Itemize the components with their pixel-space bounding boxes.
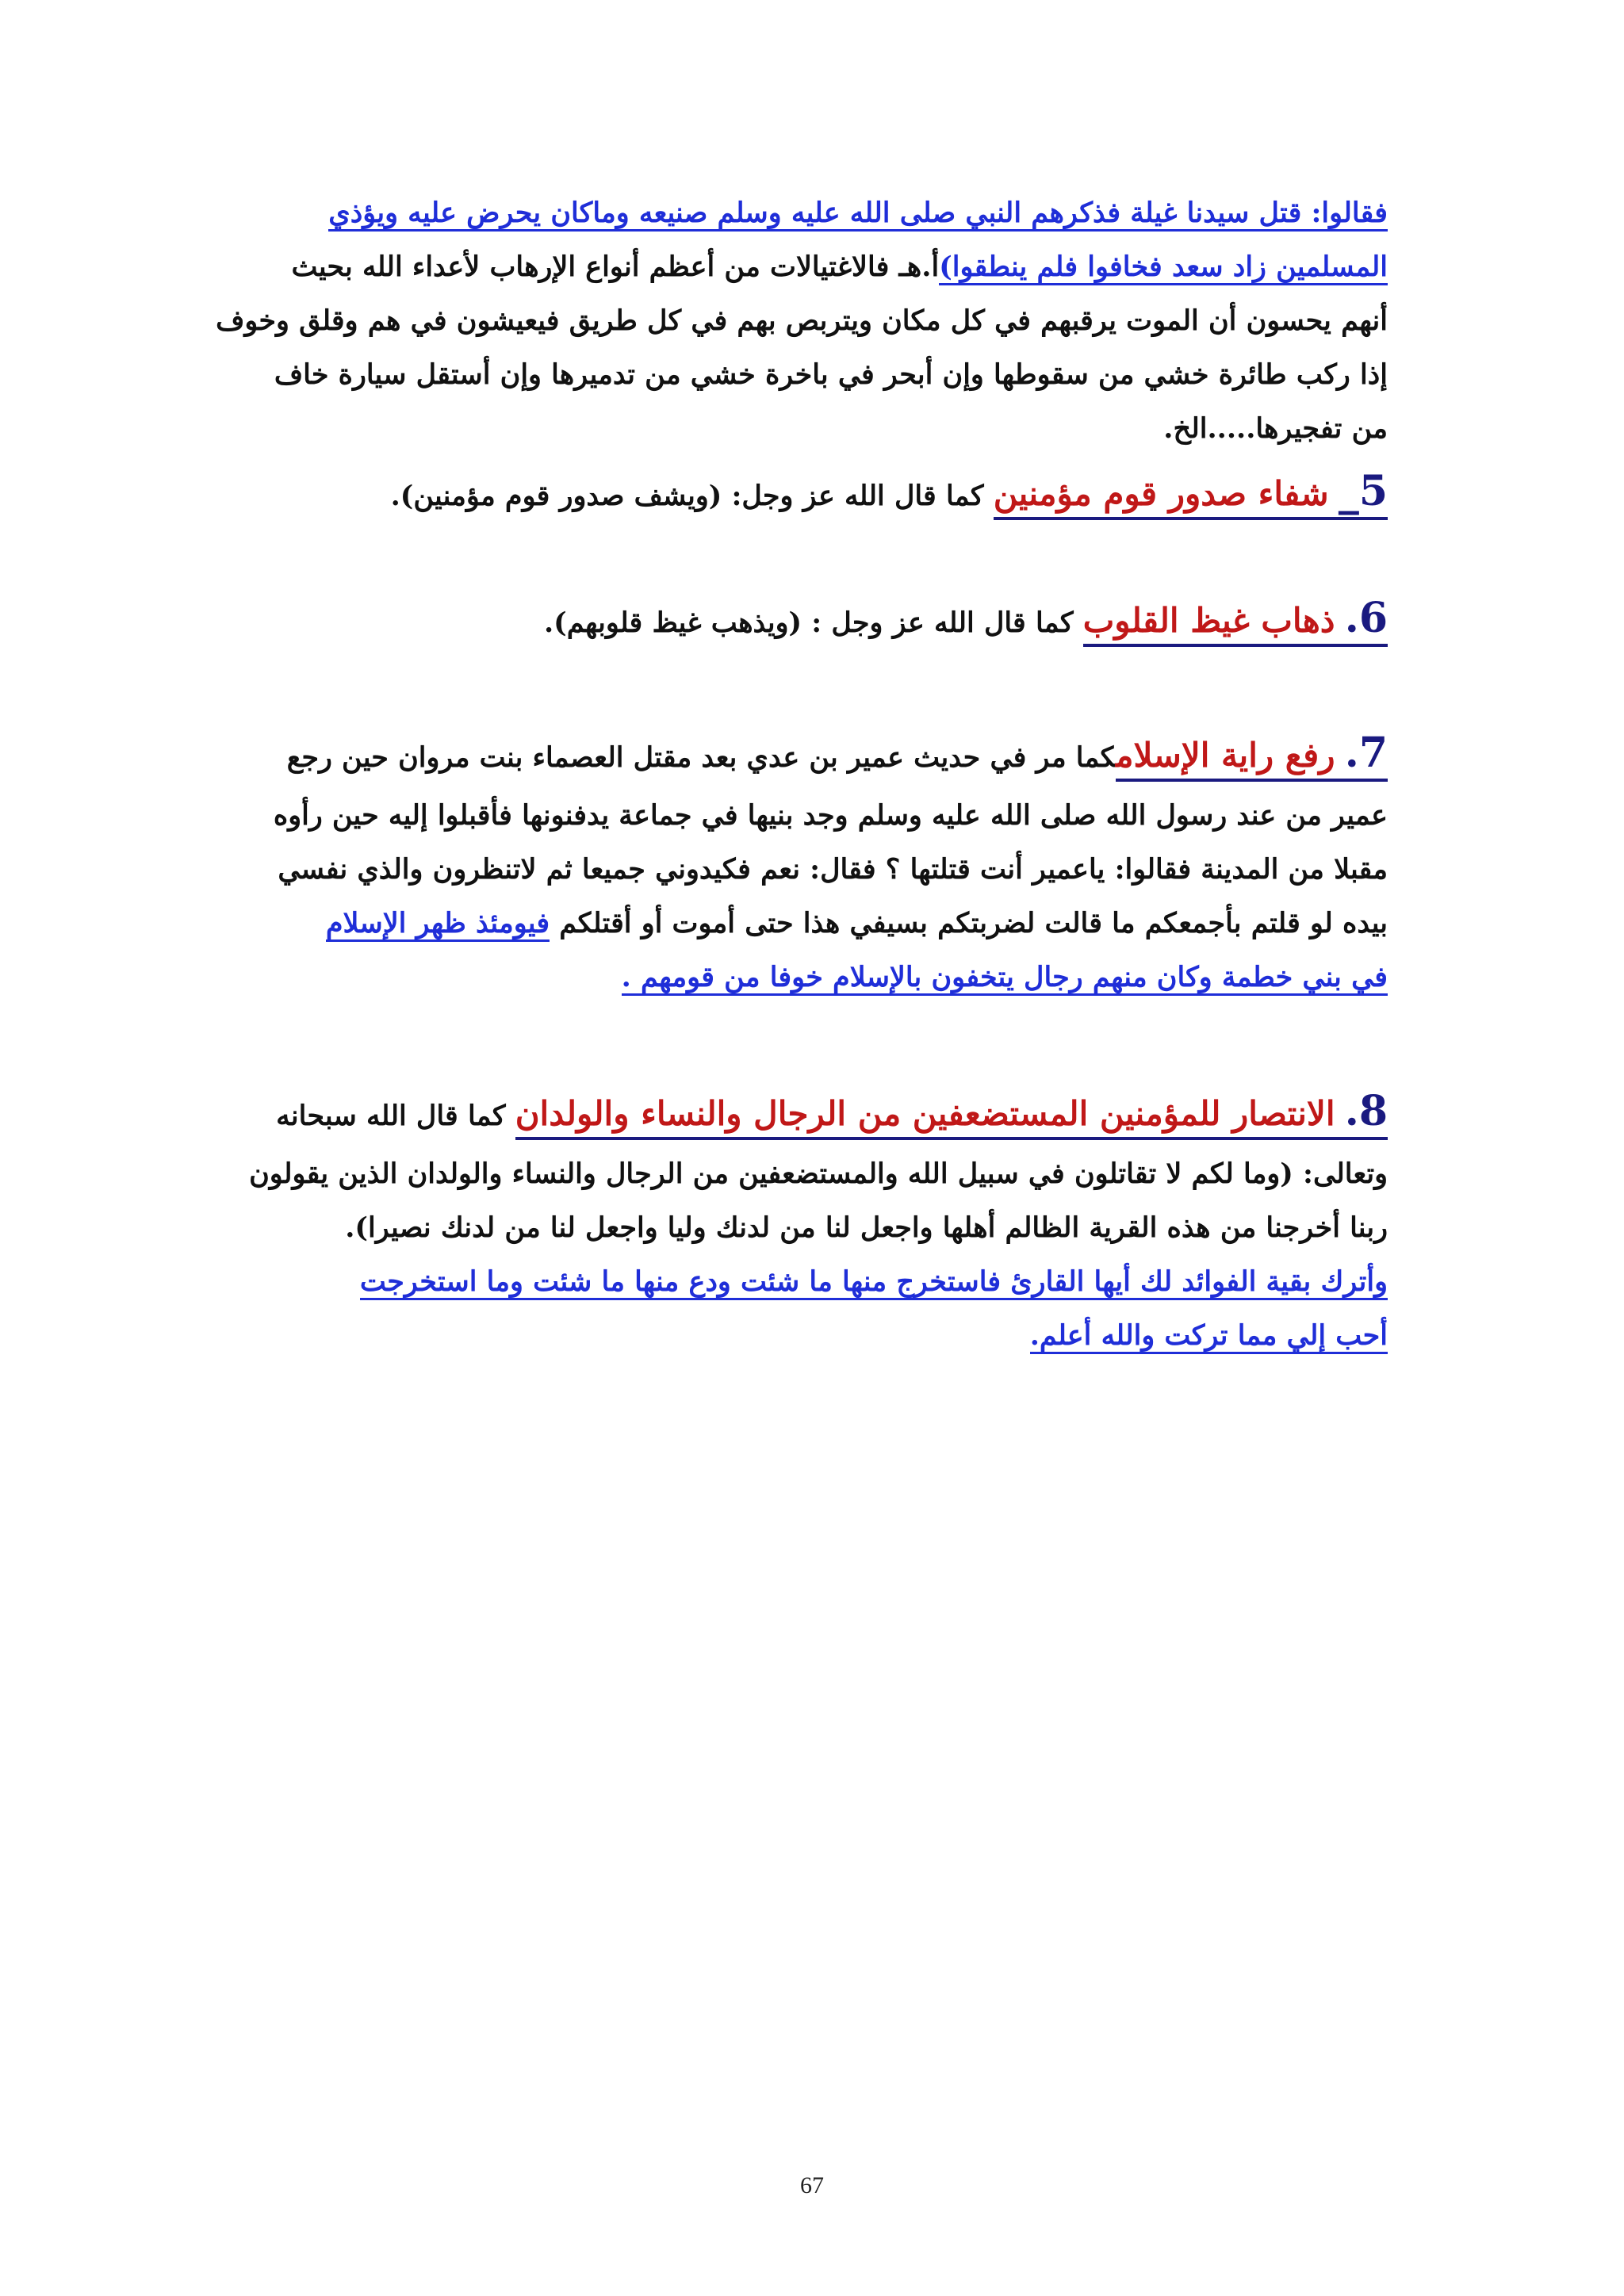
item-8-heading [515, 1087, 1388, 1140]
item-7-heading [1116, 729, 1388, 782]
text-line-4: إذا ركب طائرة خشي من سقوطها وإن أبحر في باخرة خشي من تدميرها وإن أستقل سيارة خاف [274, 358, 1388, 391]
item-7-number: 7. [1344, 729, 1388, 777]
item-8-title: الانتصار للمؤمنين المستضعفين من الرجال والنساء والولدان [515, 1094, 1335, 1133]
quote-line-2: المسلمين زاد سعد فخافوا فلم ينطقوا) [939, 251, 1388, 285]
item-8-line-1: كما قال الله سبحانه [276, 1100, 506, 1132]
item-7-line-3: مقبلا من المدينة فقالوا: ياعمير أنت قتلتها ؟ فقال: نعم فكيدوني جميعا ثم لاتنظرون والذي نفسي [278, 853, 1388, 886]
item-5-heading [993, 467, 1388, 520]
paragraph-1 [216, 186, 1388, 456]
text-line-5: من تفجيرها.....الخ. [1163, 412, 1388, 445]
item-7-line-4: بيده لو قلتم بأجمعكم ما قالت لضربتكم بسيفي هذا حتى أموت أو أقتلكم [559, 907, 1388, 939]
item-7-line-4-highlight: فيومئذ ظهر الإسلام [326, 907, 550, 942]
item-8-line-4-highlight: وأترك بقية الفوائد لك أيها القارئ فاستخرج منها ما شئت ودع منها ما شئت وما استخرجت [360, 1265, 1388, 1300]
item-7-title: رفع راية الإسلام [1116, 736, 1335, 775]
item-8-line-3: ربنا أخرجنا من هذه القرية الظالم أهلها واجعل لنا من لدنك وليا واجعل لنا من لدنك نصيرا). [345, 1211, 1388, 1244]
item-5 [262, 456, 1388, 527]
item-7 [262, 718, 1388, 1004]
item-7-line-2: عمير من عند رسول الله صلى الله عليه وسلم وجد بنيها في جماعة يدفنونها فأقبلوا إليه حين رأوه [273, 799, 1388, 832]
item-6-title: ذهاب غيظ القلوب [1082, 601, 1335, 640]
text-line-2: أ.هـ فالاغتيالات من أعظم أنواع الإرهاب لأعداء الله بحيث [291, 251, 940, 283]
item-7-line-1: كما مر في حديث عمير بن عدي بعد مقتل العصماء بنت مروان حين رجع [286, 741, 1116, 774]
item-8-line-5-highlight: أحب إلي مما تركت والله أعلم. [1030, 1319, 1388, 1354]
quote-line-1: فقالوا: قتل سيدنا غيلة فذكرهم النبي صلى الله عليه وسلم صنيعه وماكان يحرض عليه ويؤذي [328, 197, 1388, 232]
text-line-3: أنهم يحسون أن الموت يرقبهم في كل مكان ويتربص بهم في كل طريق فيعيشون في هم وقلق وخوف [216, 304, 1388, 337]
page-body [216, 186, 1388, 1363]
page-number: 67 [800, 2172, 824, 2198]
item-8 [249, 1076, 1388, 1363]
item-8-number: 8. [1344, 1087, 1388, 1135]
item-5-text: كما قال الله عز وجل: (ويشف صدور قوم مؤمنين). [390, 480, 984, 512]
item-8-line-2: وتعالى: (وما لكم لا تقاتلون في سبيل الله والمستضعفين من الرجال والنساء والولدان الذين يقولون [249, 1158, 1388, 1190]
item-5-title: شفاء صدور قوم مؤمنين [993, 474, 1329, 513]
item-5-number: 5_ [1338, 467, 1388, 515]
item-6-heading [1082, 594, 1388, 647]
item-7-line-5-highlight: في بني خطمة وكان منهم رجال يتخفون بالإسلام خوفا من قومهم . [622, 961, 1388, 996]
item-6-number: 6. [1344, 594, 1388, 642]
item-6 [262, 583, 1388, 654]
item-6-text: كما قال الله عز وجل : (ويذهب غيظ قلوبهم). [543, 607, 1074, 639]
